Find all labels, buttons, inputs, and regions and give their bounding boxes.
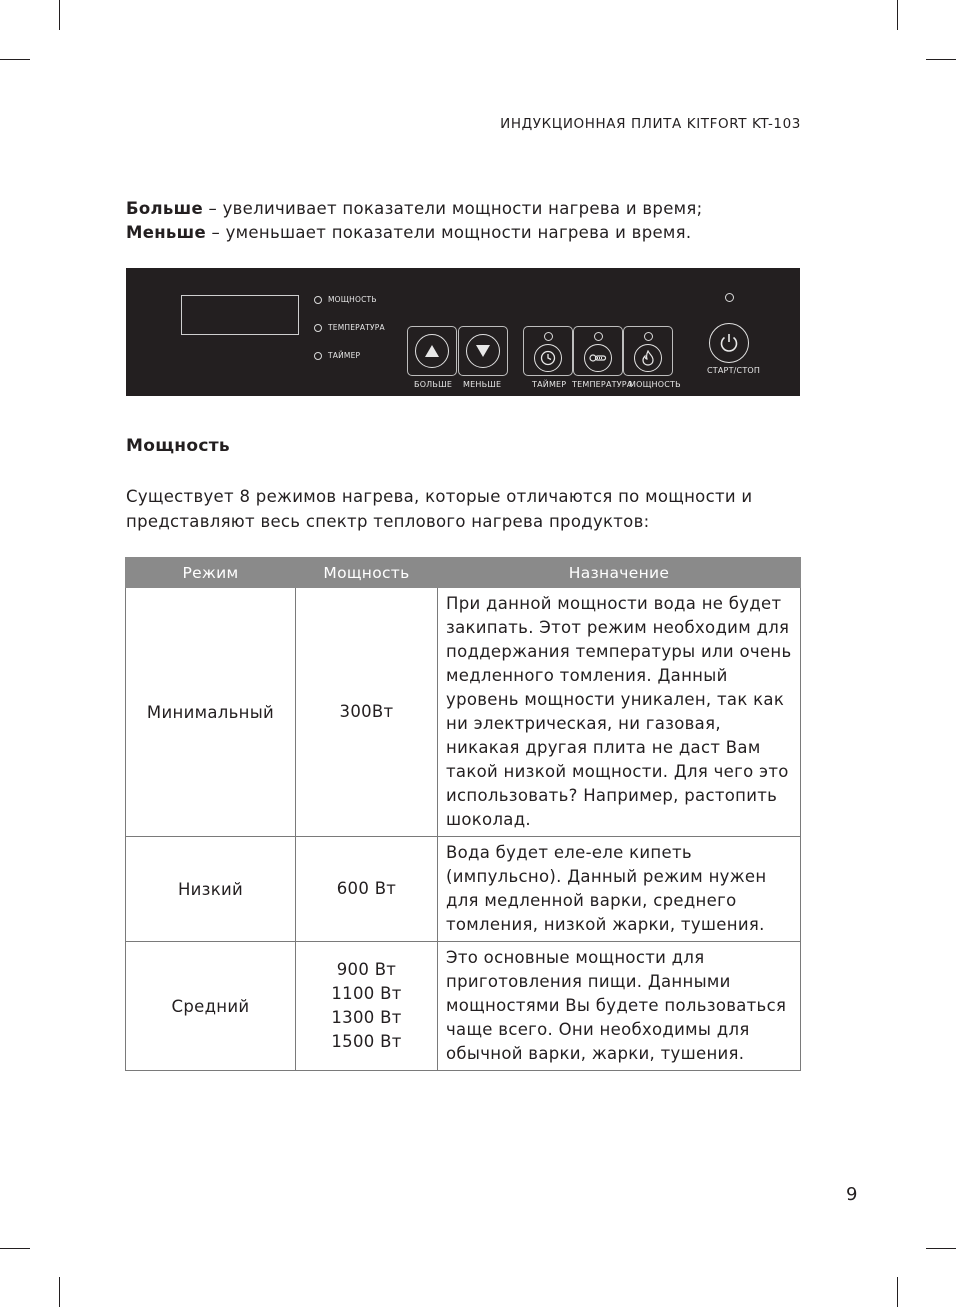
less-line [126,221,702,245]
crop-mark [0,59,30,60]
page-number: 9 [846,1184,858,1205]
led-icon [314,296,322,304]
start-stop-label: СТАРТ/СТОП [707,366,761,375]
crop-mark [897,1277,898,1307]
control-panel-illustration [126,268,800,396]
header-power: Мощность [296,558,438,588]
led-icon [725,293,734,302]
power-cell [296,588,438,837]
power-value: 1100 Вт [331,984,402,1003]
down-label: МЕНЬШЕ [463,380,502,389]
temperature-button[interactable] [573,326,623,376]
power-value: 300Вт [339,702,394,721]
table-row [126,942,801,1071]
running-header: ИНДУКЦИОННАЯ ПЛИТА KITFORT KT-103 [500,116,801,132]
timer-label: ТАЙМЕР [532,380,567,389]
indicator-label: ТЕМПЕРАТУРА [328,323,385,332]
section-title: Мощность [126,436,230,456]
more-term: Больше [126,199,203,218]
indicator-temperature [314,323,385,332]
temperature-label: ТЕМПЕРАТУРА [572,380,633,389]
led-icon [314,324,322,332]
table-row [126,588,801,837]
led-icon [644,332,653,341]
down-circle [466,334,500,368]
up-label: БОЛЬШЕ [414,380,453,389]
clock-icon [540,350,556,366]
power-value: 1300 Вт [331,1008,402,1027]
triangle-down-icon [475,344,491,358]
header-purpose: Назначение [438,558,801,588]
crop-mark [926,1248,956,1249]
up-circle [415,334,449,368]
power-value: 1500 Вт [331,1032,402,1051]
crop-mark [59,0,60,30]
indicator-power [314,295,377,304]
start-stop-button[interactable] [709,323,749,363]
power-cell [296,837,438,942]
more-text: – увеличивает показатели мощности нагрева и время; [202,199,703,218]
mode-cell: Средний [126,942,296,1071]
mode-cell: Низкий [126,837,296,942]
led-icon [314,352,322,360]
table-header-row [126,558,801,588]
triangle-up-icon [424,344,440,358]
timer-button[interactable] [523,326,573,376]
power-icon [718,332,740,354]
section-intro: Существует 8 режимов нагрева, которые отличаются по мощности и представляют весь спектр теплового нагрева продуктов: [126,487,753,531]
indicator-label: МОЩНОСТЬ [328,295,377,304]
down-button[interactable] [458,326,508,376]
crop-mark [926,59,956,60]
temperature-circle [584,344,612,372]
up-button[interactable] [407,326,457,376]
table-row [126,837,801,942]
buttons-description [126,197,702,245]
purpose-cell: Вода будет еле-еле кипеть (импульсно). Данный режим нужен для медленной варки, среднего томления, низкой жарки, тушения. [438,837,801,942]
crop-mark [0,1248,30,1249]
panel-display [181,295,299,335]
less-term: Меньше [126,223,206,242]
timer-circle [534,344,562,372]
power-value: 600 Вт [336,879,397,898]
indicator-label: ТАЙМЕР [328,351,361,360]
header-mode: Режим [126,558,296,588]
thermometer-icon [589,353,607,363]
more-line [126,197,702,221]
led-icon [544,332,553,341]
crop-mark [59,1277,60,1307]
mode-cell: Минимальный [126,588,296,837]
power-modes-table [125,557,801,1071]
power-value: 900 Вт [336,960,397,979]
power-mode-circle [634,344,662,372]
purpose-cell: Это основные мощности для приготовления пищи. Данными мощностями Вы будете пользоваться чаще всего. Они необходимы для обычной варки, жарки, тушения. [438,942,801,1071]
purpose-cell: При данной мощности вода не будет закипать. Этот режим необходим для поддержания температуры или очень медленного томления. Данный уровень мощности уникален, так как ни электрическая, ни газовая, никакая другая плита не даст Вам такой низкой мощности. Для чего это использовать? Например, растопить шоколад. [438,588,801,837]
crop-mark [897,0,898,30]
flame-icon [641,350,655,366]
power-mode-button[interactable] [623,326,673,376]
led-icon [594,332,603,341]
indicator-timer [314,351,360,360]
power-cell [296,942,438,1071]
less-text: – уменьшает показатели мощности нагрева и время. [205,223,692,242]
power-mode-label: МОЩНОСТЬ [629,380,681,389]
